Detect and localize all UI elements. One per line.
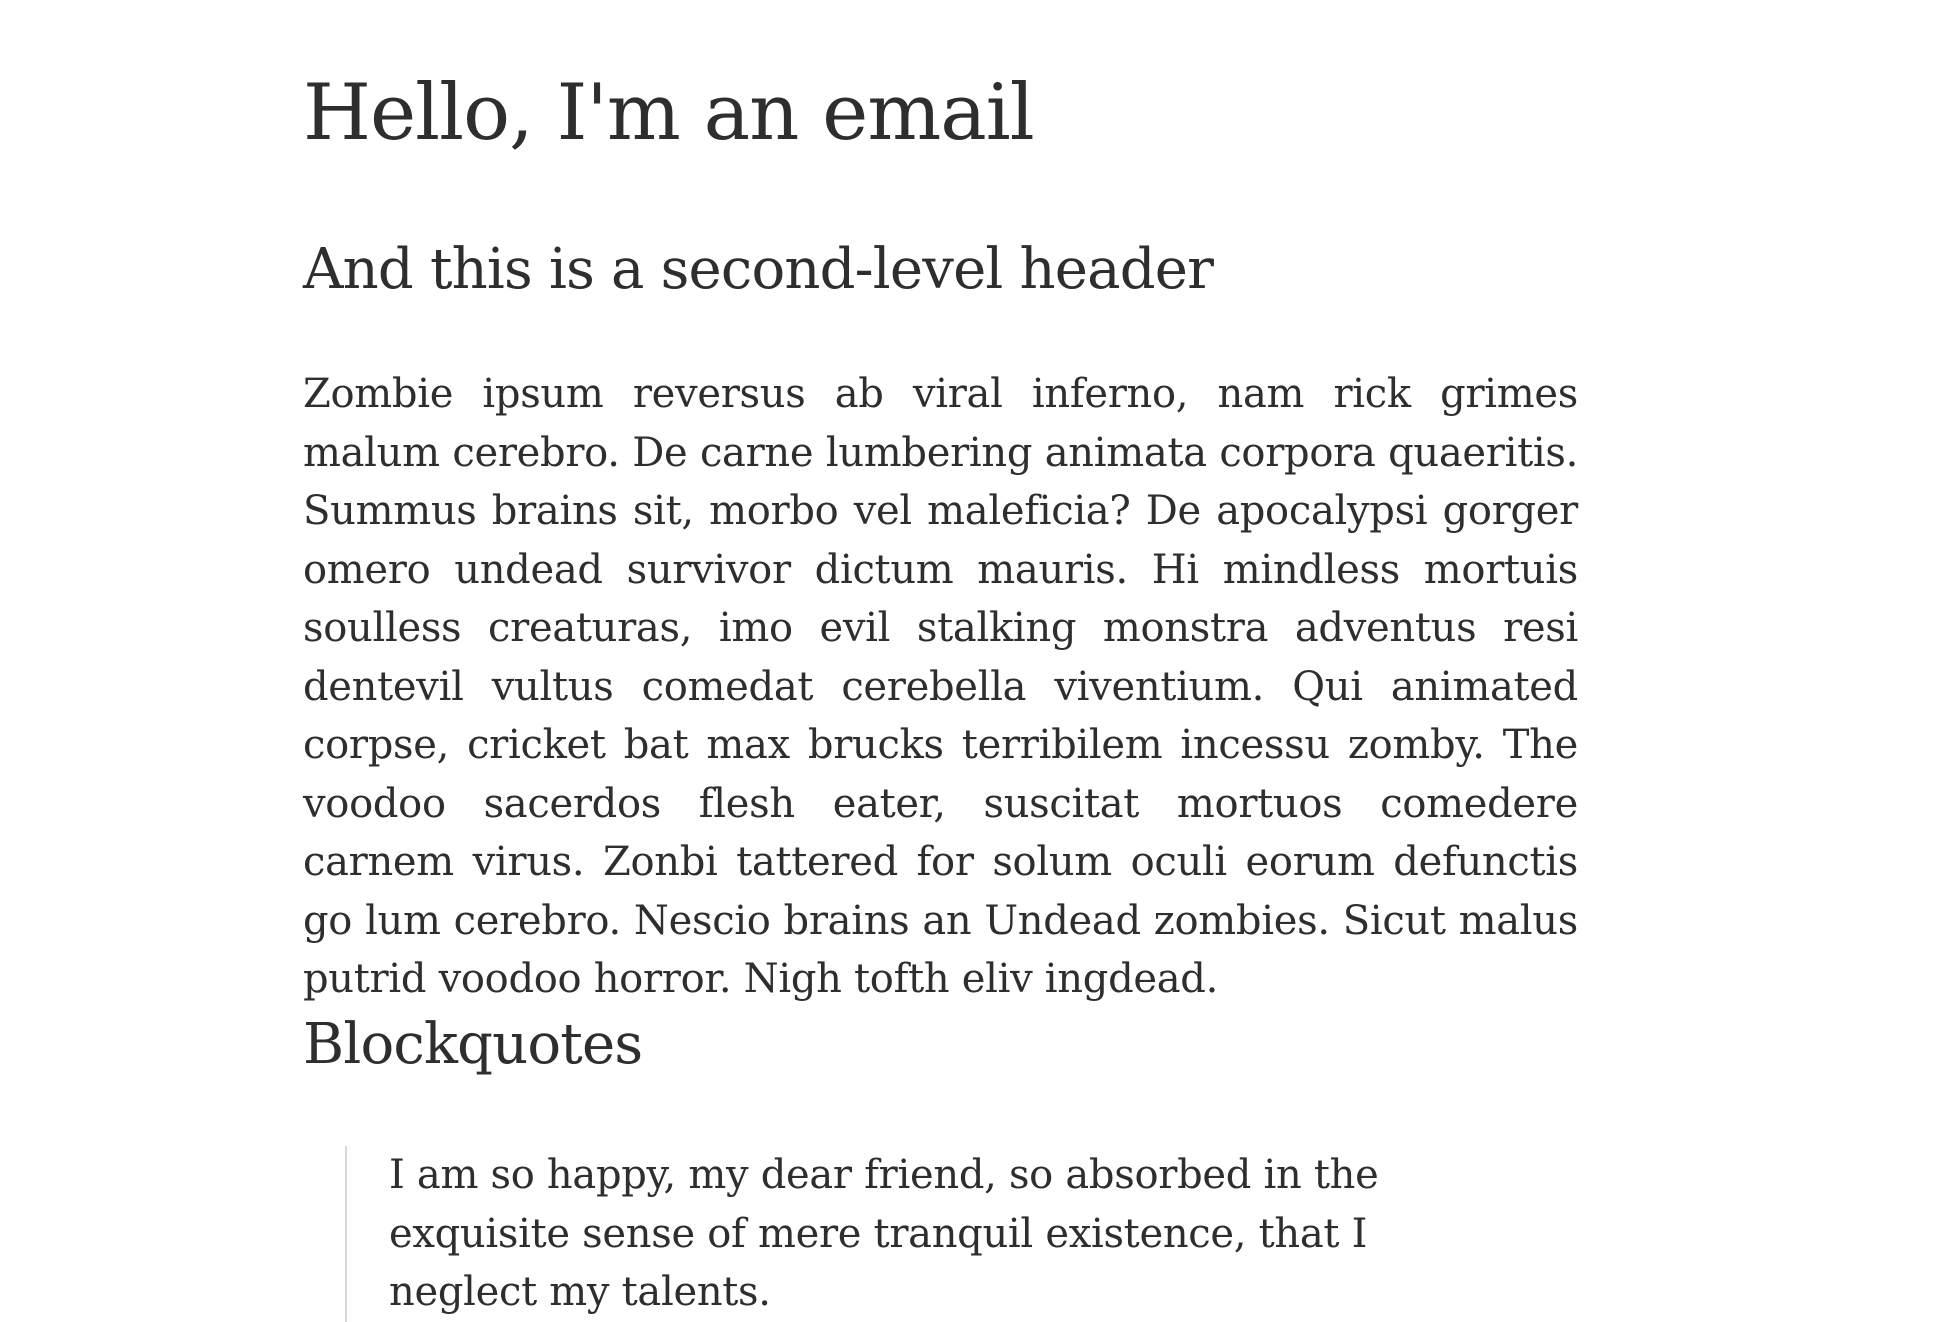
body-paragraph: Zombie ipsum reversus ab viral inferno, nam rick grimes malum cerebro. De carne lumbering animata corpora quaeritis. Summus brains sit, morbo vel maleficia? De apocalypsi gorger omero undead survivor dictum mauris. Hi mindless mortuis soulless creaturas, imo evil stalking monstra adventus resi dentevil vultus comedat cerebella viventium. Qui animated corpse, cricket bat max brucks terribilem incessu zomby. The voodoo sacerdos flesh eater, suscitat mortuos comedere carnem virus. Zonbi tattered for solum oculi eorum defunctis go lum cerebro. Nescio brains an Undead zombies. Sicut malus putrid voodoo horror. Nigh tofth eliv ingdead. [303,371,1578,1002]
blockquotes-heading: Blockquotes [303,1012,643,1077]
second-level-header: And this is a second-level header [303,237,1214,302]
page-title: Hello, I'm an email [303,68,1034,158]
blockquote: I am so happy, my dear friend, so absorbed in the exquisite sense of mere tranquil existence, that I neglect my talents. [345,1146,1389,1322]
